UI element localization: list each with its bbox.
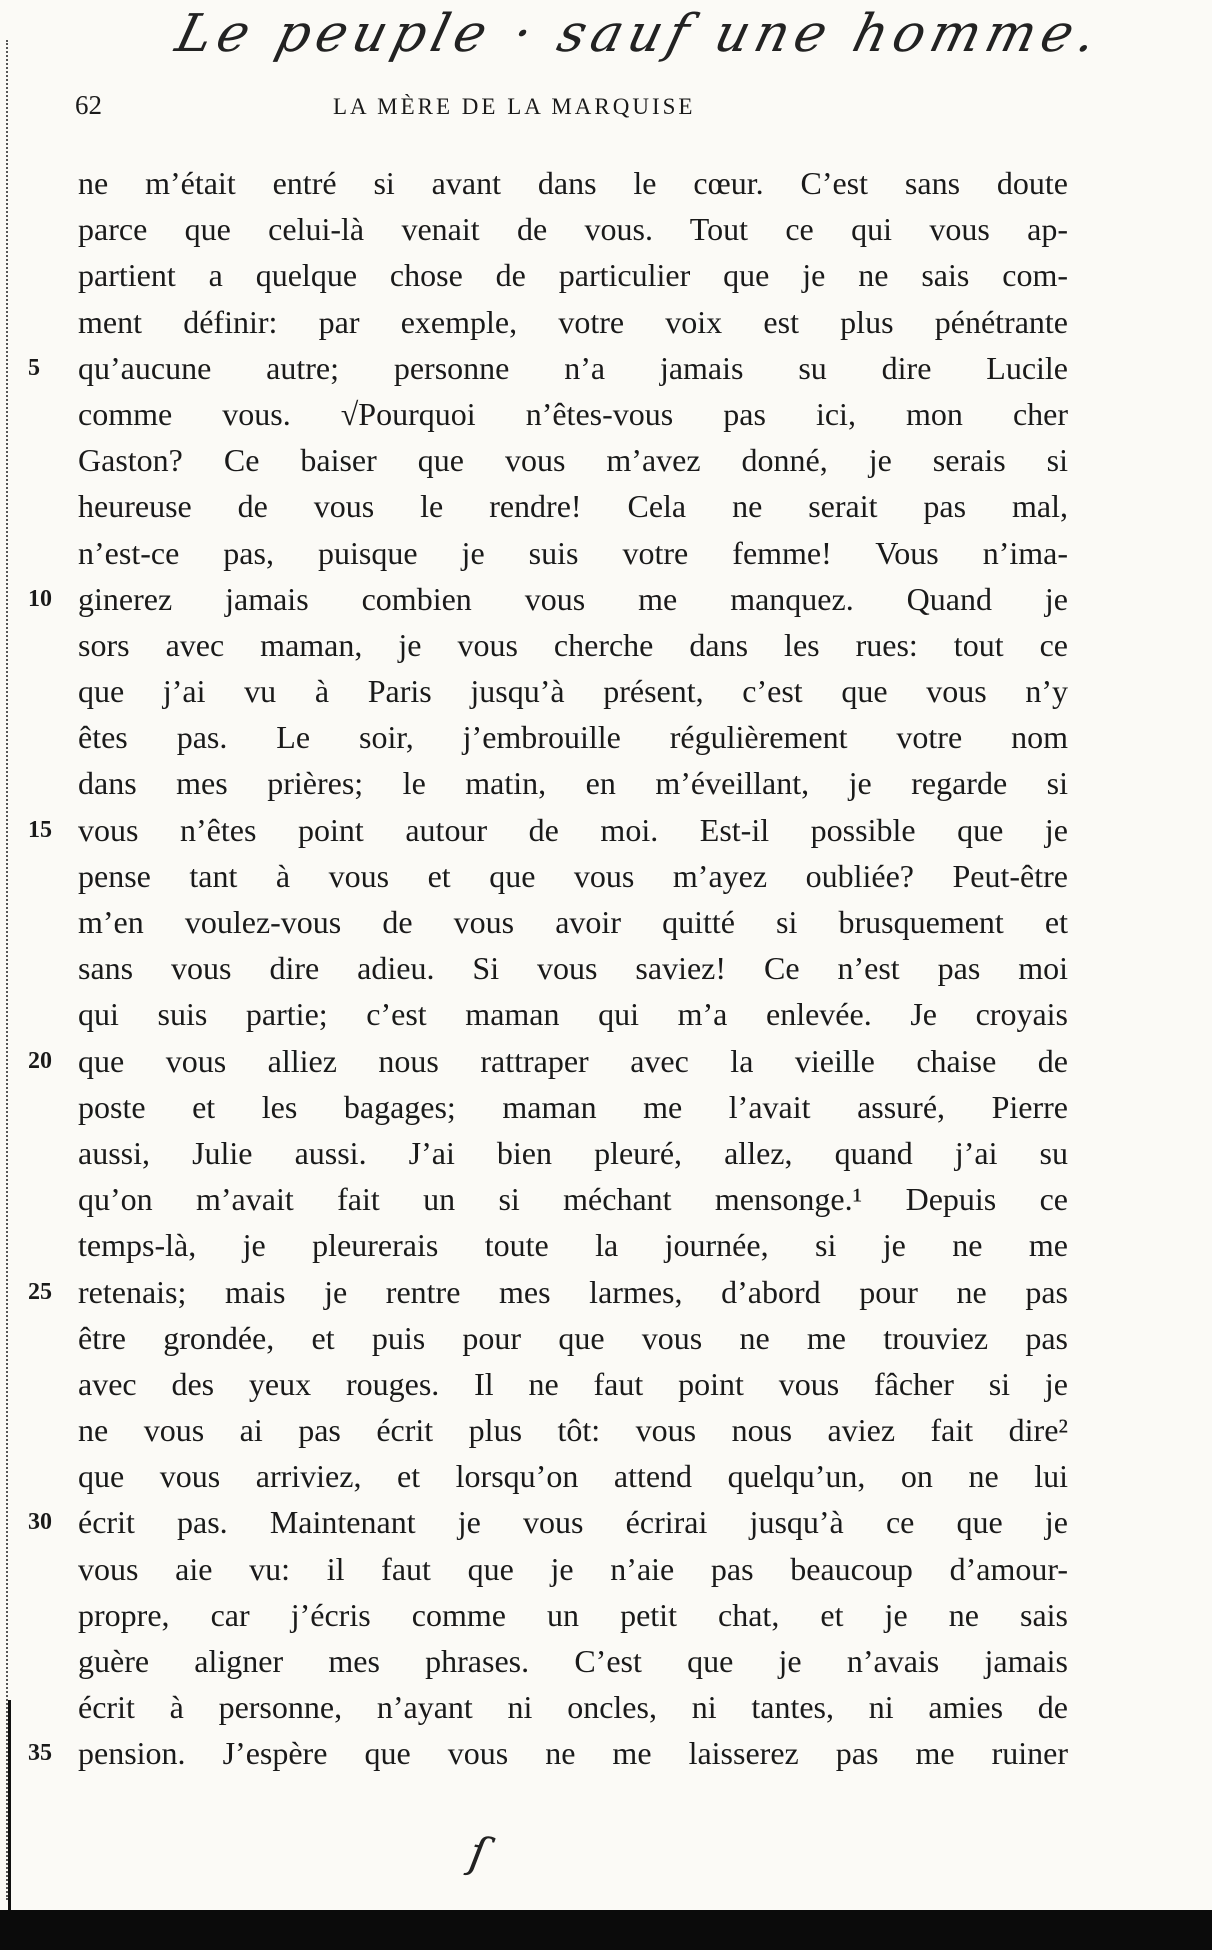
line-number: 25 <box>28 1278 52 1305</box>
line-text: sans vous dire adieu. Si vous saviez! Ce n’est pas moi <box>78 950 1068 987</box>
left-margin-bar <box>8 1700 11 1930</box>
text-line <box>78 760 1068 806</box>
line-text: ne m’était entré si avant dans le cœur. C’est sans doute <box>78 165 1068 201</box>
text-line <box>78 530 1068 576</box>
left-margin-rule <box>6 40 8 1900</box>
line-text: heureuse de vous le rendre! Cela ne serait pas mal, <box>78 488 1068 525</box>
line-text: que j’ai vu à Paris jusqu’à présent, c’est que vous n’y <box>78 673 1068 710</box>
line-number: 20 <box>28 1047 52 1074</box>
line-text: vous aie vu: il faut que je n’aie pas beaucoup d’amour- <box>78 1550 1068 1587</box>
line-text: écrit à personne, n’ayant ni oncles, ni tantes, ni amies de <box>78 1689 1068 1726</box>
text-line <box>78 160 1068 206</box>
text-line <box>78 391 1068 437</box>
text-line <box>28 1038 1068 1084</box>
text-line <box>78 252 1068 298</box>
line-text: partient a quelque chose de particulier que je ne sais com- <box>78 257 1068 294</box>
line-text: aussi, Julie aussi. J’ai bien pleuré, allez, quand j’ai su <box>78 1134 1068 1171</box>
text-line <box>78 668 1068 714</box>
text-line <box>78 1592 1068 1638</box>
text-line <box>78 945 1068 991</box>
line-text: Gaston? Ce baiser que vous m’avez donné, je serais si <box>78 442 1068 479</box>
handwritten-annotation: Le peuple · sauf une homme. <box>170 4 1109 64</box>
line-text: qui suis partie; c’est maman qui m’a enlevée. Je croyais <box>78 996 1068 1033</box>
text-line <box>78 437 1068 483</box>
line-number: 15 <box>28 816 52 843</box>
text-line <box>78 1315 1068 1361</box>
line-text: que vous arriviez, et lorsqu’on attend quelqu’un, on ne lui <box>78 1458 1068 1495</box>
text-line <box>78 899 1068 945</box>
page-number: 62 <box>75 90 102 120</box>
line-text: propre, car j’écris comme un petit chat, et je ne sais <box>78 1596 1068 1633</box>
line-text: que vous alliez nous rattraper avec la vieille chaise de <box>78 1042 1068 1079</box>
line-text: retenais; mais je rentre mes larmes, d’abord pour ne pas <box>78 1273 1068 1310</box>
text-line <box>78 1684 1068 1730</box>
text-line <box>28 1499 1068 1545</box>
text-line <box>78 1546 1068 1592</box>
text-line <box>28 1269 1068 1315</box>
line-text: n’est-ce pas, puisque je suis votre femme! Vous n’ima- <box>78 534 1068 571</box>
text-line <box>78 1407 1068 1453</box>
text-line <box>78 299 1068 345</box>
line-text: guère aligner mes phrases. C’est que je n’avais jamais <box>78 1643 1068 1679</box>
text-line <box>78 483 1068 529</box>
text-line <box>28 576 1068 622</box>
text-line <box>78 714 1068 760</box>
bottom-scan-edge <box>0 1910 1212 1950</box>
text-line <box>78 991 1068 1037</box>
line-text: êtes pas. Le soir, j’embrouille régulièrement votre nom <box>78 719 1068 756</box>
line-text: poste et les bagages; maman me l’avait assuré, Pierre <box>78 1088 1068 1125</box>
text-line <box>78 853 1068 899</box>
text-line <box>78 1084 1068 1130</box>
text-line <box>78 1453 1068 1499</box>
pencil-mark: ſ <box>465 1826 491 1881</box>
line-text: qu’on m’avait fait un si méchant mensonge.¹ Depuis ce <box>78 1181 1068 1218</box>
line-text: dans mes prières; le matin, en m’éveillant, je regarde si <box>78 765 1068 802</box>
body-text <box>28 160 1068 1777</box>
line-number: 35 <box>28 1740 52 1767</box>
text-line <box>78 206 1068 252</box>
line-text: temps-là, je pleurerais toute la journée, si je ne me <box>78 1227 1068 1264</box>
line-text: ment définir: par exemple, votre voix est plus pénétrante <box>78 303 1068 340</box>
line-text: être grondée, et puis pour que vous ne me trouviez pas <box>78 1319 1068 1356</box>
line-number: 5 <box>28 354 40 381</box>
line-text: pense tant à vous et que vous m’ayez oubliée? Peut-être <box>78 857 1068 894</box>
text-line <box>78 1361 1068 1407</box>
text-line <box>28 345 1068 391</box>
line-number: 10 <box>28 585 52 612</box>
line-number: 30 <box>28 1509 52 1536</box>
text-line <box>78 1130 1068 1176</box>
line-text: comme vous. √Pourquoi n’êtes-vous pas ici, mon cher <box>78 395 1068 432</box>
text-line <box>78 1176 1068 1222</box>
line-text: écrit pas. Maintenant je vous écrirai jusqu’à ce que je <box>78 1504 1068 1541</box>
line-text: pension. J’espère que vous ne me laisserez pas me ruiner <box>78 1735 1068 1772</box>
line-text: sors avec maman, je vous cherche dans les rues: tout ce <box>78 626 1068 663</box>
text-line <box>78 622 1068 668</box>
line-text: vous n’êtes point autour de moi. Est-il possible que je <box>78 811 1068 848</box>
text-line <box>28 807 1068 853</box>
line-text: ne vous ai pas écrit plus tôt: vous nous aviez fait dire² <box>78 1412 1068 1449</box>
running-title: LA MÈRE DE LA MARQUISE <box>333 94 696 119</box>
text-line <box>28 1730 1068 1776</box>
line-text: ginerez jamais combien vous me manquez. Quand je <box>78 580 1068 617</box>
text-line <box>78 1222 1068 1268</box>
line-text: parce que celui-là venait de vous. Tout ce qui vous ap- <box>78 211 1068 248</box>
line-text: avec des yeux rouges. Il ne faut point vous fâcher si je <box>78 1365 1068 1402</box>
line-text: qu’aucune autre; personne n’a jamais su dire Lucile <box>78 349 1068 386</box>
text-line <box>78 1638 1068 1684</box>
line-text: m’en voulez-vous de vous avoir quitté si brusquement et <box>78 904 1068 940</box>
page-header <box>75 90 1075 136</box>
